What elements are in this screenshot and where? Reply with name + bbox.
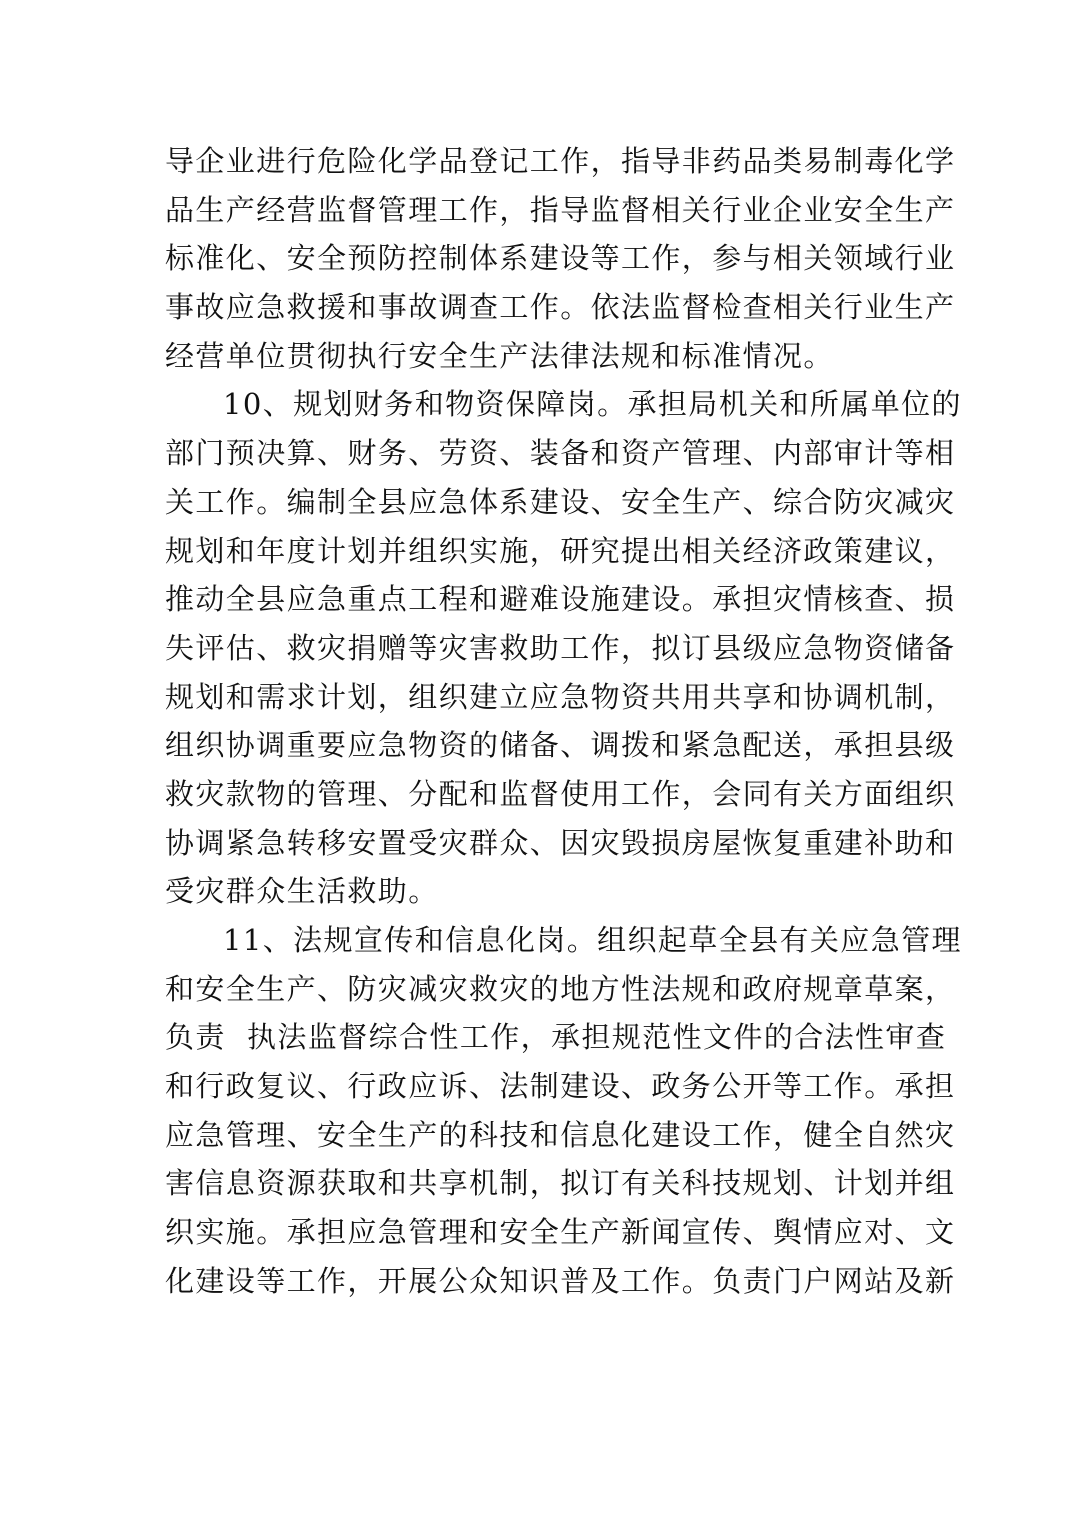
text-line-1: 导企业进行危险化学品登记工作，指导非药品类易制毒化学 bbox=[165, 144, 956, 178]
text-line-20: 和行政复议、行政应诉、法制建设、政务公开等工作。承担 bbox=[165, 1069, 956, 1104]
text-line-7: 部门预决算、财务、劳资、装备和资产管理、内部审计等相 bbox=[165, 436, 956, 471]
text-line-4: 事故应急救援和事故调查工作。依法监督检查相关行业生产 bbox=[165, 290, 956, 325]
text-line-12: 规划和需求计划，组织建立应急物资共用共享和协调机制， bbox=[165, 679, 956, 714]
text-line-24: 化建设等工作，开展公众知识普及工作。负责门户网站及新 bbox=[165, 1263, 956, 1298]
text-line-13: 组织协调重要应急物资的储备、调拨和紧急配送，承担县级 bbox=[165, 728, 956, 763]
section-11-heading-line: 11、法规宣传和信息化岗。组织起草全县有关应急管理 bbox=[223, 923, 962, 957]
text-line-8: 关工作。编制全县应急体系建设、安全生产、综合防灾减灾 bbox=[165, 484, 956, 519]
text-line-18: 和安全生产、防灾减灾救灾的地方性法规和政府规章草案， bbox=[165, 971, 956, 1006]
text-line-15: 协调紧急转移安置受灾群众、因灾毁损房屋恢复重建补助和 bbox=[165, 825, 956, 860]
text-line-10: 推动全县应急重点工程和避难设施建设。承担灾情核查、损 bbox=[165, 582, 956, 617]
text-line-22: 害信息资源获取和共享机制，拟订有关科技规划、计划并组 bbox=[165, 1166, 956, 1201]
document-body bbox=[165, 137, 962, 1306]
text-line-5: 经营单位贯彻执行安全生产法律法规和标准情况。 bbox=[165, 338, 834, 373]
text-line-9: 规划和年度计划并组织实施，研究提出相关经济政策建议， bbox=[165, 533, 956, 568]
section-10-heading-line: 10、规划财务和物资保障岗。承担局机关和所属单位的 bbox=[223, 387, 962, 422]
text-line-2: 品生产经营监督管理工作，指导监督相关行业企业安全生产 bbox=[165, 192, 956, 227]
text-line-16: 受灾群众生活救助。 bbox=[165, 874, 439, 909]
text-line-19: 负责 执法监督综合性工作，承担规范性文件的合法性审查 bbox=[165, 1020, 947, 1055]
text-line-3: 标准化、安全预防控制体系建设等工作，参与相关领域行业 bbox=[165, 241, 956, 276]
text-line-23: 织实施。承担应急管理和安全生产新闻宣传、舆情应对、文 bbox=[165, 1215, 956, 1250]
text-line-14: 救灾款物的管理、分配和监督使用工作，会同有关方面组织 bbox=[165, 776, 956, 811]
text-line-21: 应急管理、安全生产的科技和信息化建设工作，健全自然灾 bbox=[165, 1117, 956, 1152]
text-line-11: 失评估、救灾捐赠等灾害救助工作，拟订县级应急物资储备 bbox=[165, 630, 956, 665]
